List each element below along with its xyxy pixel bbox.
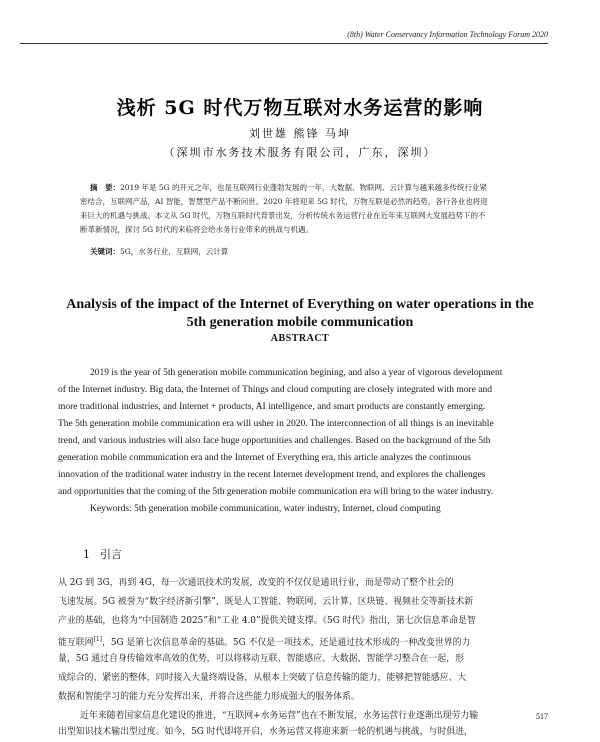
body-line: 量，5G 通过自身传输效率高效的优势，可以将移动互联、智能感应、大数据、智能学习整合在一起，形 <box>58 654 465 664</box>
body-line: 能互联网[1]，5G 是第七次信息革命的基础。5G 不仅是一项技术，还是通过技术形成的一种改变世界的力 <box>58 636 471 648</box>
abstract-heading: ABSTRACT <box>270 333 330 344</box>
section-heading <box>83 546 122 562</box>
affiliation: （深圳市水务技术服务有限公司，广东，深圳） <box>163 146 437 159</box>
authors: 刘世雄 熊锋 马坤 <box>249 127 351 140</box>
title-english: Analysis of the impact of the Internet of Everything on water operations in the 5th generation mobile communication <box>66 297 534 330</box>
abstract-cn-line: 来巨大的机遇与挑战。本文从 5G 时代，万物互联时代背景出发，分析传统水务运营行业在近年来互联网大发展趋势下的不 <box>80 211 486 220</box>
abstract-en-line: 2019 is the year of 5th generation mobile communication begining, and also a year of vigorous development <box>90 368 503 378</box>
abstract-en-line: more traditional industries, and Internet + products, AI intelligence, and smart products are constantly emerging. <box>58 402 486 412</box>
abstract-en-line: generation mobile communication era and the Internet of Everything era, this article analyzes the continuous <box>58 453 471 463</box>
keywords-cn: 关键词：5G，水务行业，互联网，云计算 <box>90 247 229 256</box>
body-line: 近年来随着国家信息化建设的推进，“互联网+水务运营”也在不断发展，水务运营行业逐渐出现劳力输 <box>80 711 479 721</box>
body-line: 成综合的、紧密的整体，同时接入大量终端设备，从根本上突破了信息传输的能力，能够把智能感应、大 <box>58 673 467 683</box>
section-number: 1 <box>83 548 90 561</box>
section-title: 引言 <box>100 548 122 561</box>
body-line: 飞速发展。5G 被誉为“数字经济新引擎”，既是人工智能、物联网、云计算、区块链、视频社交等新技术新 <box>58 597 474 607</box>
abstract-en-line: innovation of the traditional water industry in the recent Internet development trend, and explores the challenges <box>58 470 486 480</box>
body-line: 数据和智能学习的能力充分发挥出来，并将合这些能力形成强大的服务体系。 <box>58 692 360 702</box>
abstract-en-line: trend, and various industries will also face huge opportunities and challenges. Based on the background of the 5th <box>58 436 491 446</box>
keywords-en: Keywords: 5th generation mobile communication, water industry, Internet, cloud computing <box>90 504 441 514</box>
page-number: 517 <box>536 712 548 721</box>
header-rule <box>20 43 548 44</box>
abstract-en-line: of the Internet industry. Big data, the Internet of Things and cloud computing are closely integrated with more and <box>58 385 492 395</box>
abstract-cn-line: 摘 要：2019 年是 5G 的开元之年，也是互联网行业蓬勃发展的一年，大数据、物联网、云计算与越来越多传统行业紧 <box>90 183 487 192</box>
abstract-cn-line: 断革新情况，探讨 5G 时代的来临将会给水务行业带来的挑战与机遇。 <box>80 225 314 234</box>
abstract-cn-label: 摘 要： <box>90 183 120 192</box>
body-line: 出型知识技术输出型过度。如今，5G 时代即将开启，水务运营又将迎来新一轮的机遇与挑战，与时俱进， <box>58 727 473 737</box>
citation-ref[interactable]: [1] <box>93 636 102 643</box>
abstract-cn-line: 密结合，互联网产品，AI 智能，智慧型产品不断问世。2020 年将迎来 5G 时代，万物互联是必然的趋势，各行各业也将迎 <box>80 197 488 206</box>
abstract-en-line: The 5th generation mobile communication era will usher in 2020. The interconnection of all things is an inevitable <box>58 419 494 429</box>
body-line: 从 2G 到 3G，再到 4G，每一次通讯技术的发展，改变的不仅仅是通讯行业，而是带动了整个社会的 <box>58 578 454 588</box>
body-line: 产业的基础，也将为“中国制造 2025”和“工业 4.0”提供关键支撑。《5G 时代》指出，第七次信息革命是智 <box>58 616 476 626</box>
running-header: (8th) Water Conservancy Information Technology Forum 2020 <box>347 30 548 39</box>
title-chinese: 浅析 5G 时代万物互联对水务运营的影响 <box>116 97 484 119</box>
keywords-cn-label: 关键词： <box>90 247 120 256</box>
abstract-en-line: and opportunities that the coming of the 5th generation mobile communication era will bring to the water industry. <box>58 487 494 497</box>
